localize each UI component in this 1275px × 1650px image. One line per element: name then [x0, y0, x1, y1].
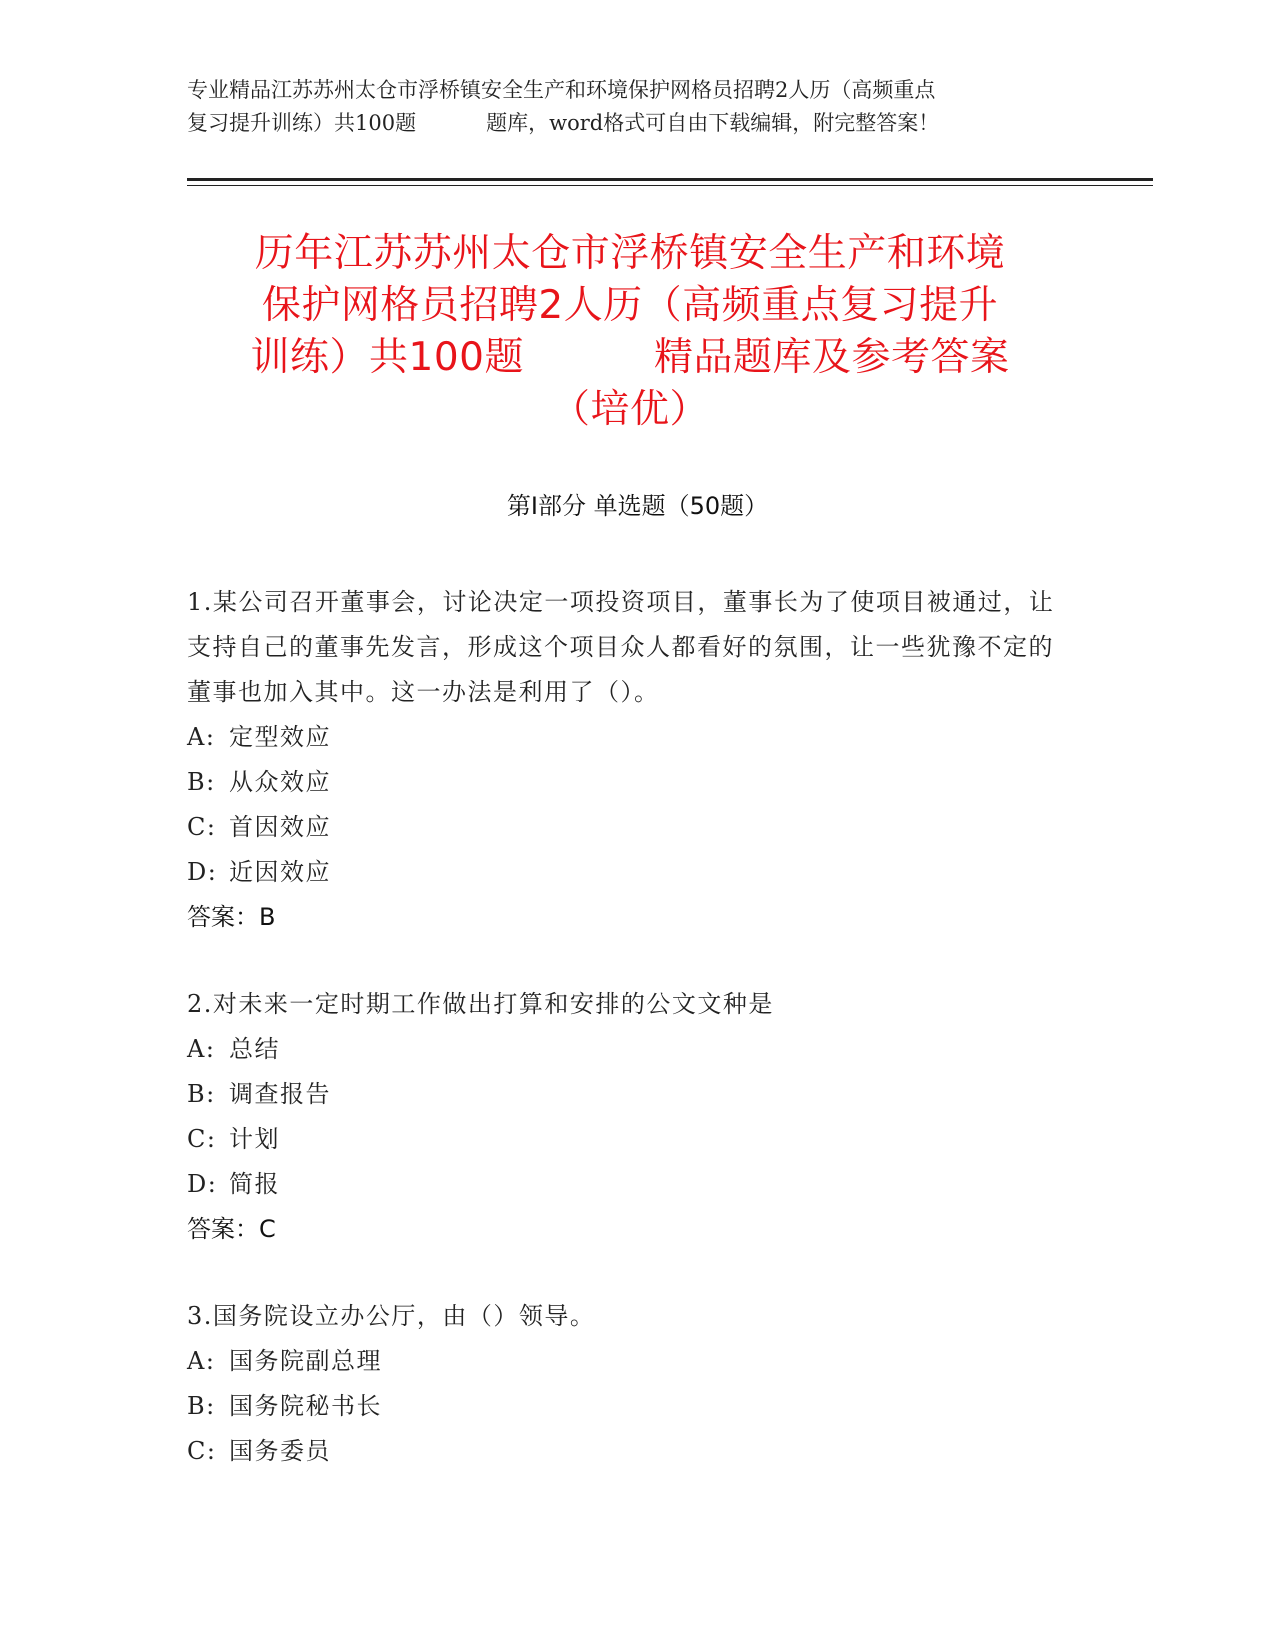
option-text: 国务院秘书长	[229, 1392, 382, 1420]
header-note-line-2-left: 复习提升训练）共100题	[187, 111, 417, 135]
option-text: 计划	[229, 1125, 280, 1153]
option-label: C:	[187, 1437, 217, 1465]
option-b	[187, 1072, 1067, 1117]
title-line-1: 历年江苏苏州太仓市浮桥镇安全生产和环境	[254, 231, 1006, 276]
question-stem: 3.国务院设立办公厅，由（）领导。	[187, 1302, 596, 1330]
question-2	[187, 982, 1067, 1252]
title-line-3	[180, 332, 1080, 384]
option-a	[187, 1339, 1067, 1384]
option-a	[187, 715, 1067, 760]
question-list	[187, 580, 1067, 1516]
option-d	[187, 1162, 1067, 1207]
section-heading: 第Ⅰ部分 单选题（50题）	[506, 492, 769, 520]
option-label: C:	[187, 813, 217, 841]
option-text: 国务委员	[229, 1437, 331, 1465]
option-text: 国务院副总理	[229, 1347, 382, 1375]
document-title	[180, 228, 1080, 436]
option-label: A:	[187, 1035, 216, 1063]
answer: 答案：B	[187, 903, 276, 931]
option-text: 近因效应	[229, 858, 331, 886]
option-label: C:	[187, 1125, 217, 1153]
option-label: A:	[187, 1347, 216, 1375]
option-c	[187, 805, 1067, 850]
option-d	[187, 850, 1067, 895]
option-text: 定型效应	[229, 723, 331, 751]
answer: 答案：C	[187, 1215, 276, 1243]
question-1	[187, 580, 1067, 940]
option-b	[187, 1384, 1067, 1429]
option-c	[187, 1429, 1067, 1474]
option-a	[187, 1027, 1067, 1072]
header-note	[187, 74, 1087, 140]
header-rule-thin	[187, 185, 1153, 186]
question-3	[187, 1294, 1067, 1474]
option-text: 调查报告	[229, 1080, 331, 1108]
option-b	[187, 760, 1067, 805]
option-label: B:	[187, 1392, 216, 1420]
question-stem: 2.对未来一定时期工作做出打算和安排的公文文种是	[187, 990, 774, 1018]
option-label: D:	[187, 1170, 218, 1198]
option-label: B:	[187, 768, 216, 796]
title-line-3-right: 精品题库及参考答案	[653, 335, 1010, 380]
option-text: 首因效应	[229, 813, 331, 841]
option-text: 从众效应	[229, 768, 331, 796]
header-note-line-2	[187, 107, 1087, 140]
option-c	[187, 1117, 1067, 1162]
option-text: 总结	[229, 1035, 280, 1063]
header-rule-thick	[187, 178, 1153, 181]
question-stem: 1.某公司召开董事会，讨论决定一项投资项目，董事长为了使项目被通过，让支持自己的董事先发言，形成这个项目众人都看好的氛围，让一些犹豫不定的董事也加入其中。这一办法是利用了（）。	[187, 588, 1055, 706]
option-label: A:	[187, 723, 216, 751]
option-text: 简报	[229, 1170, 280, 1198]
title-line-4: （培优）	[550, 387, 709, 432]
title-line-2: 保护网格员招聘2人历（高频重点复习提升	[261, 283, 999, 328]
title-line-3-left: 训练）共100题	[250, 335, 524, 380]
header-note-line-1: 专业精品江苏苏州太仓市浮桥镇安全生产和环境保护网格员招聘2人历（高频重点	[187, 78, 936, 102]
header-note-line-2-right: 题库，word格式可自由下载编辑，附完整答案！	[486, 111, 940, 135]
option-label: D:	[187, 858, 218, 886]
option-label: B:	[187, 1080, 216, 1108]
